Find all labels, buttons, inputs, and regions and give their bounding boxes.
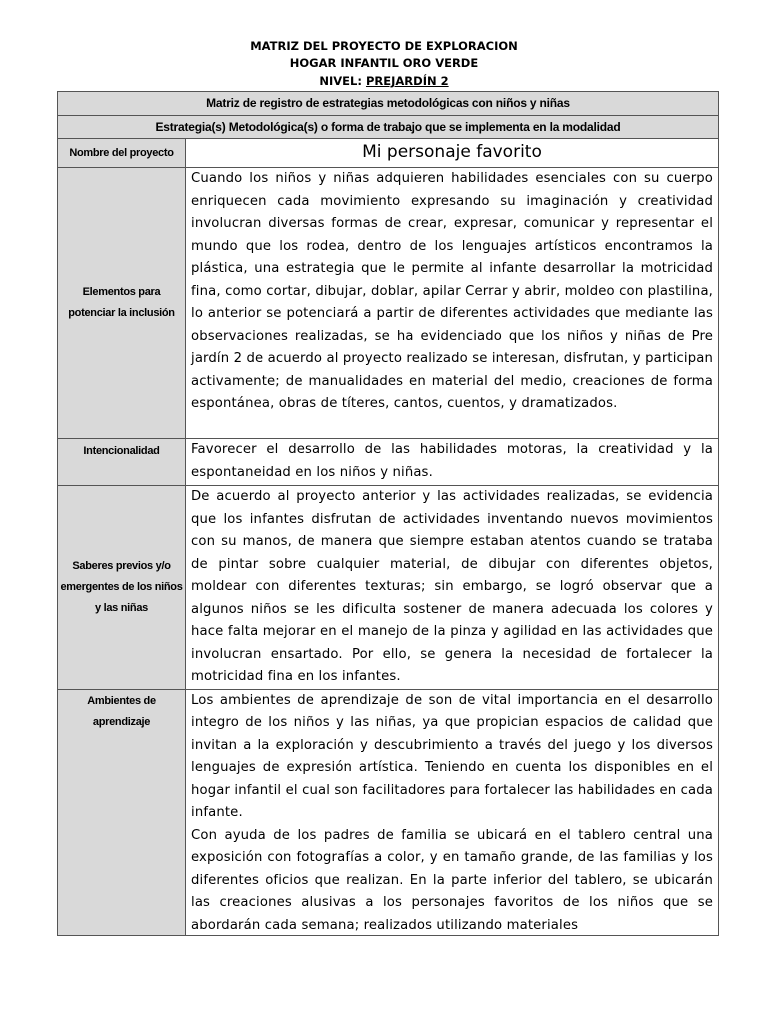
table-row (58, 689, 719, 935)
strategy-heading: Estrategia(s) Metodológica(s) o forma de trabajo que se implementa en la modalidad (58, 116, 719, 139)
table-heading-row (58, 92, 719, 116)
table-row (58, 486, 719, 690)
level-line (0, 74, 768, 88)
paragraph: De acuerdo al proyecto anterior y las actividades realizadas, se evidencia que los infantes disfrutan de actividades inventando nuevos movimientos con su manos, de manera que siempre estaban atentos cuando se trataba de pintar sobre cualquier material, de dibujar con diferentes objetos, moldear con diferentes texturas; sin embargo, se logró observar que a algunos niños se les dificulta sostener de manera adecuada los colores y hace falta mejorar en el manejo de la pinza y agilidad en las actividades que involucran ensartado. Por ello, se genera la necesidad de fortalecer la motricidad fina en los infantes. (191, 489, 714, 684)
row-label-intencionalidad: Intencionalidad (58, 439, 186, 486)
table-row (58, 439, 719, 486)
row-label-saberes-previos: Saberes previos y/o emergentes de los niños y las niñas (58, 486, 186, 690)
table-row (58, 168, 719, 439)
level-value: PREJARDÍN 2 (365, 74, 449, 88)
row-label-ambientes: Ambientes de aprendizaje (58, 689, 186, 935)
row-content-inclusion (186, 168, 719, 439)
row-label-inclusion: Elementos para potenciar la inclusión (58, 168, 186, 439)
paragraph: Favorecer el desarrollo de las habilidades motoras, la creatividad y la espontaneidad en los niños y niñas. (191, 442, 714, 480)
table-heading-row (58, 116, 719, 139)
strategy-matrix-table (57, 91, 719, 936)
row-content-ambientes (186, 689, 719, 935)
document-title: MATRIZ DEL PROYECTO DE EXPLORACION (250, 39, 518, 53)
project-name-row (58, 139, 719, 168)
paragraph: Cuando los niños y niñas adquieren habilidades esenciales con su cuerpo enriquecen cada movimiento expresando su imaginación y creatividad involucran diversas formas de crear, expresar, comunicar y representar el mundo que los rodea, dentro de los lenguajes artísticos encontramos la plástica, una estrategia que le permite al infante desarrollar la motricidad fina, como cortar, dibujar, doblar, apilar Cerrar y abrir, moldeo con plastilina, lo anterior se potenciará a partir de diferentes actividades que mediante las observaciones realizadas, se ha evidenciado que los niños y niñas de Pre jardín 2 de acuerdo al proyecto realizado se interesan, disfrutan, y participan activamente; de manualidades en material del medio, creaciones de forma espontánea, obras de títeres, cantos, cuentos, y dramatizados. (191, 171, 714, 411)
project-name-label: Nombre del proyecto (58, 139, 186, 168)
paragraph: Los ambientes de aprendizaje de son de vital importancia en el desarrollo integro de los niños y las niñas, ya que propician espacios de calidad que invitan a la exploración y descubrimiento a través del juego y los diversos lenguajes de expresión artística. Teniendo en cuenta los disponibles en el hogar infantil el cual son facilitadores para fortalecer las habilidades en cada infante. (191, 692, 714, 820)
row-content-saberes-previos (186, 486, 719, 690)
institution-name: HOGAR INFANTIL ORO VERDE (289, 56, 479, 70)
paragraph: Con ayuda de los padres de familia se ubicará en el tablero central una exposición con fotografías a color, y en tamaño grande, de las familias y los diferentes oficios que realizan. En la parte inferior del tablero, se ubicarán las creaciones alusivas a los personajes favoritos de los niños que se abordarán cada semana; realizados utilizando materiales (191, 827, 714, 933)
row-content-intencionalidad (186, 439, 719, 486)
level-label: NIVEL: (319, 74, 362, 88)
project-name-value: Mi personaje favorito (186, 139, 719, 168)
ambientes-text (191, 690, 713, 934)
matrix-heading: Matriz de registro de estrategias metodológicas con niños y niñas (58, 92, 719, 116)
